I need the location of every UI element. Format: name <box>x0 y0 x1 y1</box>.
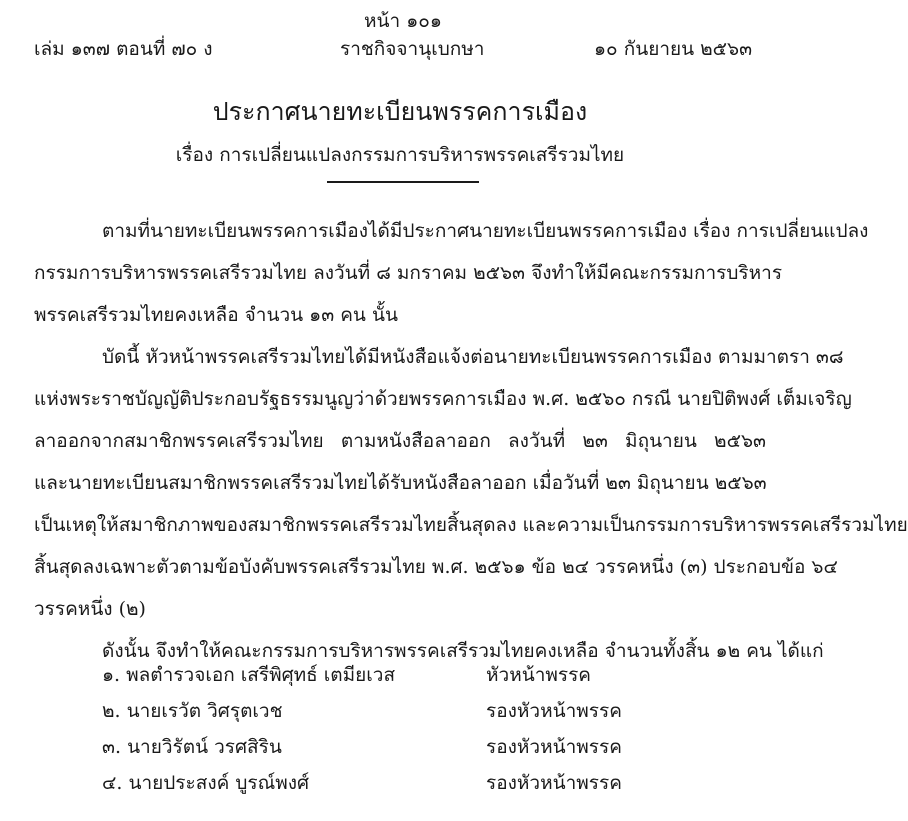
announcement-subject: เรื่อง การเปลี่ยนแปลงกรรมการบริหารพรรคเสรีรวมไทย <box>175 144 625 166</box>
paragraph-3-line-1: ดังนั้น จึงทำให้คณะกรรมการบริหารพรรคเสรีรวมไทยคงเหลือ จำนวนทั้งสิ้น ๑๒ คน ได้แก่ <box>102 640 824 662</box>
paragraph-2-line-5: เป็นเหตุให้สมาชิกภาพของสมาชิกพรรคเสรีรวมไทยสิ้นสุดลง และความเป็นกรรมการบริหารพรรคเสรีรวมไทย <box>34 514 908 536</box>
member-position: รองหัวหน้าพรรค <box>486 772 622 794</box>
member-position: หัวหน้าพรรค <box>486 664 592 686</box>
paragraph-2-line-6: สิ้นสุดลงเฉพาะตัวตามข้อบังคับพรรคเสรีรวมไทย พ.ศ. ๒๕๖๑ ข้อ ๒๔ วรรคหนึ่ง (๓) ประกอบข้อ ๖๔ <box>34 556 838 578</box>
page-number: หน้า ๑๐๑ <box>364 10 442 32</box>
announcement-title: ประกาศนายทะเบียนพรรคการเมือง <box>212 97 588 126</box>
member-name: ๒. นายเรวัต วิศรุตเวช <box>102 700 283 722</box>
paragraph-2-line-2: แห่งพระราชบัญญัติประกอบรัฐธรรมนูญว่าด้วยพรรคการเมือง พ.ศ. ๒๕๖๐ กรณี นายปิติพงศ์ เต็มเจริญ <box>34 388 852 410</box>
paragraph-1-line-2: กรรมการบริหารพรรคเสรีรวมไทย ลงวันที่ ๘ มกราคม ๒๕๖๓ จึงทำให้มีคณะกรรมการบริหาร <box>34 262 783 284</box>
title-divider <box>327 181 479 183</box>
gazette-date: ๑๐ กันยายน ๒๕๖๓ <box>594 38 753 60</box>
paragraph-2-line-3: ลาออกจากสมาชิกพรรคเสรีรวมไทย ตามหนังสือลาออก ลงวันที่ ๒๓ มิถุนายน ๒๕๖๓ <box>34 430 766 452</box>
member-name: ๓. นายวิรัตน์ วรศสิริน <box>102 736 282 758</box>
paragraph-2-line-1: บัดนี้ หัวหน้าพรรคเสรีรวมไทยได้มีหนังสือแจ้งต่อนายทะเบียนพรรคการเมือง ตามมาตรา ๓๘ <box>102 346 844 368</box>
member-name: ๑. พลตำรวจเอก เสรีพิศุทธ์ เตมียเวส <box>102 664 396 686</box>
member-position: รองหัวหน้าพรรค <box>486 700 622 722</box>
gazette-name: ราชกิจจานุเบกษา <box>340 38 485 60</box>
paragraph-2-line-7: วรรคหนึ่ง (๒) <box>34 598 146 620</box>
paragraph-2-line-4: และนายทะเบียนสมาชิกพรรคเสรีรวมไทยได้รับหนังสือลาออก เมื่อวันที่ ๒๓ มิถุนายน ๒๕๖๓ <box>34 472 767 494</box>
member-name: ๔. นายประสงค์ บูรณ์พงศ์ <box>102 772 310 794</box>
paragraph-1-line-1: ตามที่นายทะเบียนพรรคการเมืองได้มีประกาศนายทะเบียนพรรคการเมือง เรื่อง การเปลี่ยนแปลง <box>102 220 869 242</box>
paragraph-1-line-3: พรรคเสรีรวมไทยคงเหลือ จำนวน ๑๓ คน นั้น <box>34 304 398 326</box>
member-position: รองหัวหน้าพรรค <box>486 736 622 758</box>
gazette-volume: เล่ม ๑๓๗ ตอนที่ ๗๐ ง <box>34 38 213 60</box>
